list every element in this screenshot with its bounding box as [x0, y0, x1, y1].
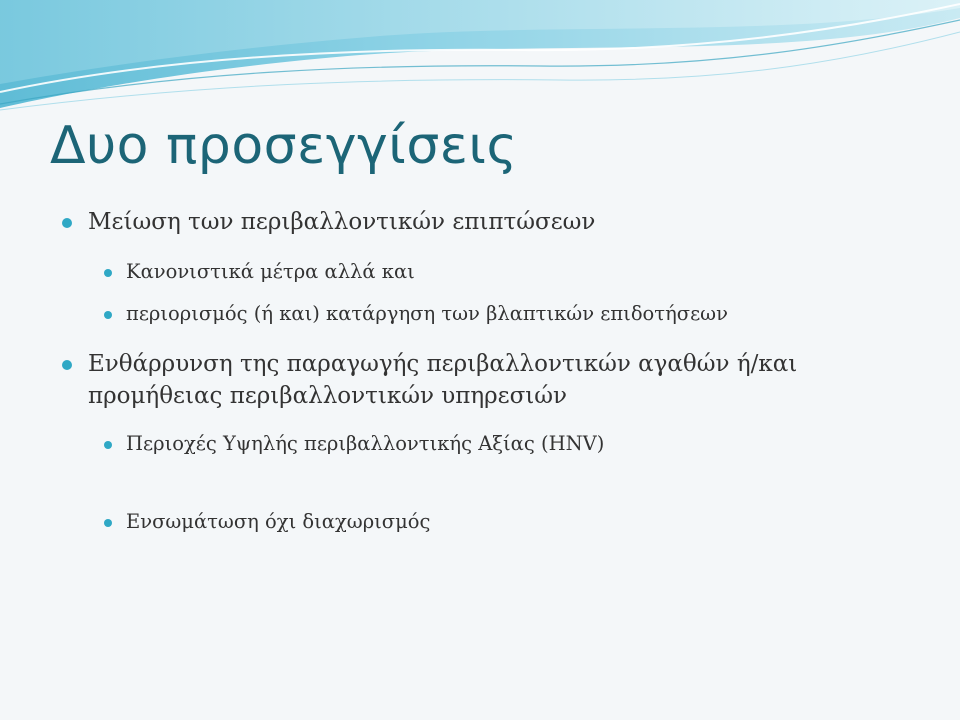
- sub-bullet-item-1-2: [60, 300, 826, 328]
- bullet-text: Μείωση των περιβαλλοντικών επιπτώσεων: [88, 209, 596, 235]
- bullet-text: Ενθάρρυνση της παραγωγής περιβαλλοντικών αγαθών ή/και προμήθειας περιβαλλοντικών υπηρεσιών: [88, 351, 798, 409]
- sub-bullet-dot-icon: [104, 441, 112, 449]
- slide-title: Δυο προσεγγίσεις: [50, 116, 518, 176]
- header-wave-decoration: [0, 0, 960, 120]
- sub-bullet-item-1-1: [60, 258, 920, 286]
- sub-bullet-dot-icon: [104, 519, 112, 527]
- sub-bullet-text: περιορισμός (ή και) κατάργηση των βλαπτικών επιδοτήσεων: [126, 302, 728, 325]
- bullet-item-2: [60, 348, 920, 412]
- sub-bullet-item-2-2: [60, 508, 920, 536]
- sub-bullet-text: Περιοχές Υψηλής περιβαλλοντικής Αξίας (HNV): [126, 432, 605, 455]
- bullet-dot-icon: [62, 360, 72, 370]
- bullet-list: [60, 206, 920, 536]
- bullet-dot-icon: [62, 218, 72, 228]
- sub-bullet-text: Ενσωμάτωση όχι διαχωρισμός: [126, 510, 431, 533]
- sub-bullet-dot-icon: [104, 269, 112, 277]
- bullet-item-1: [60, 206, 920, 238]
- sub-bullet-text: Κανονιστικά μέτρα αλλά και: [126, 260, 415, 283]
- sub-bullet-item-2-1: [60, 430, 920, 458]
- sub-bullet-dot-icon: [104, 311, 112, 319]
